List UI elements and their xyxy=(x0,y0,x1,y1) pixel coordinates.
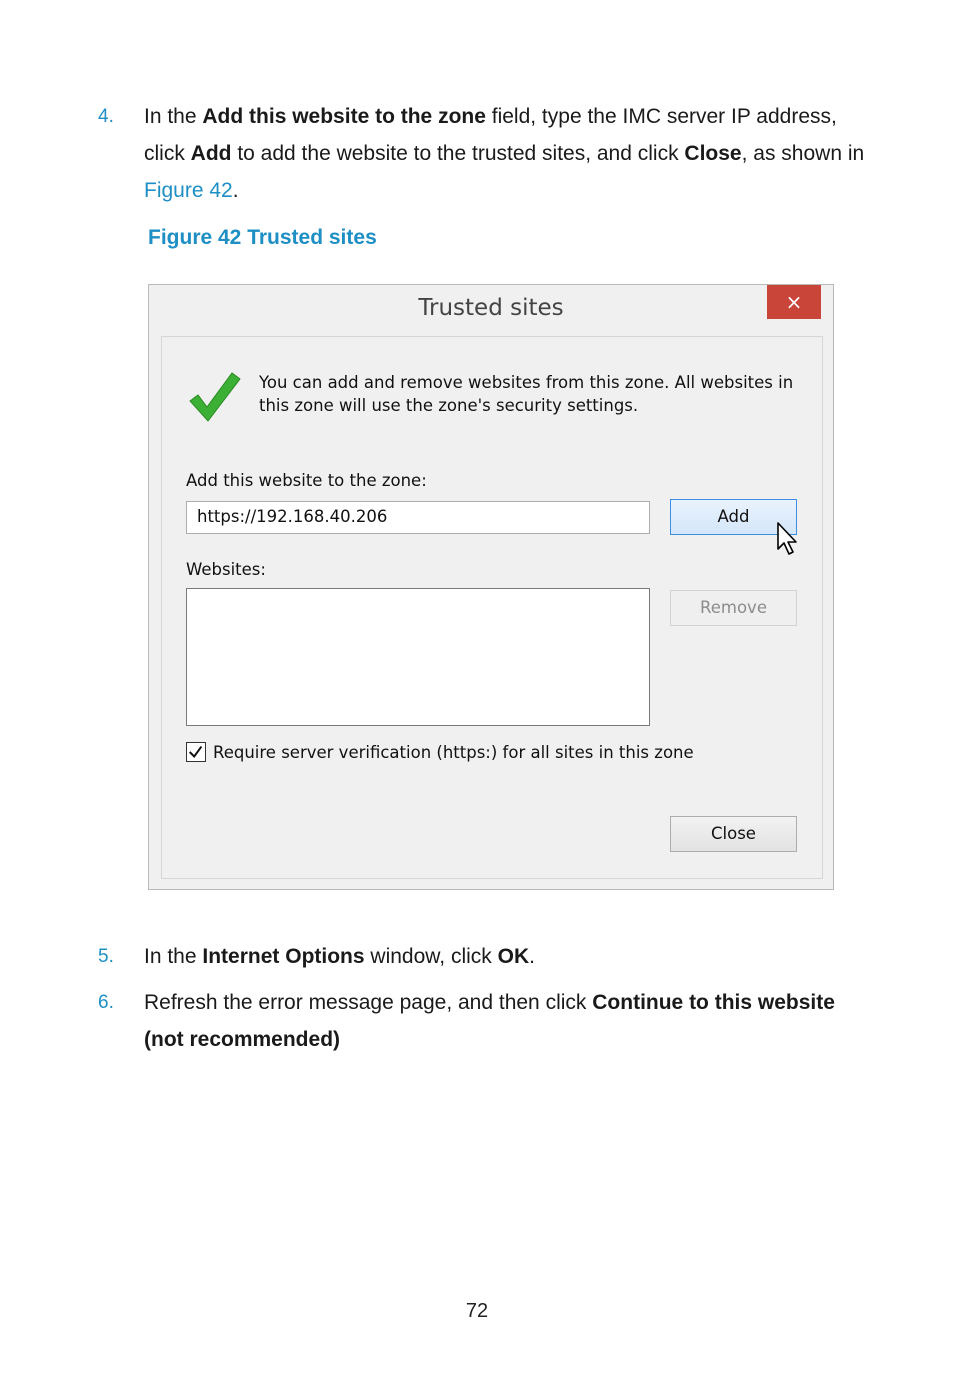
step-text: Refresh the error message page, and then click Continue to this website (not recommended) xyxy=(144,991,835,1051)
trusted-sites-dialog xyxy=(148,284,834,890)
step-4 xyxy=(98,98,868,209)
step-number: 4. xyxy=(98,106,114,127)
remove-button[interactable]: Remove xyxy=(670,590,797,626)
mouse-cursor-icon xyxy=(776,521,802,557)
require-verification-checkbox[interactable] xyxy=(186,742,206,762)
step-6 xyxy=(98,984,868,1058)
step-text: In the Add this website to the zone field, type the IMC server IP address, click Add to add the website to the trusted sites, and click Close, as shown in Figure 42. xyxy=(144,105,865,202)
figure-link[interactable]: Figure 42 xyxy=(144,179,233,202)
info-text: You can add and remove websites from this zone. All websites in this zone will use the zone's security settings. xyxy=(259,373,794,415)
close-button[interactable]: Close xyxy=(670,816,797,852)
figure-caption: Figure 42 Trusted sites xyxy=(148,226,377,249)
step-number: 6. xyxy=(98,992,114,1013)
checkmark-icon xyxy=(186,369,242,425)
step-5 xyxy=(98,938,868,975)
close-window-button[interactable]: × xyxy=(767,285,821,319)
add-website-label: Add this website to the zone: xyxy=(186,471,427,490)
step-text: In the Internet Options window, click OK. xyxy=(144,945,535,968)
websites-list[interactable] xyxy=(186,588,650,726)
checkbox-check-icon xyxy=(187,743,205,761)
step-number: 5. xyxy=(98,946,114,967)
website-url-input[interactable]: https://192.168.40.206 xyxy=(186,501,650,534)
page-number: 72 xyxy=(465,1300,489,1322)
add-button[interactable]: Add xyxy=(670,499,797,535)
dialog-body xyxy=(161,336,823,879)
require-verification-label[interactable]: Require server verification (https:) for all sites in this zone xyxy=(213,743,694,762)
dialog-title: Trusted sites xyxy=(418,295,564,321)
websites-label: Websites: xyxy=(186,560,266,579)
